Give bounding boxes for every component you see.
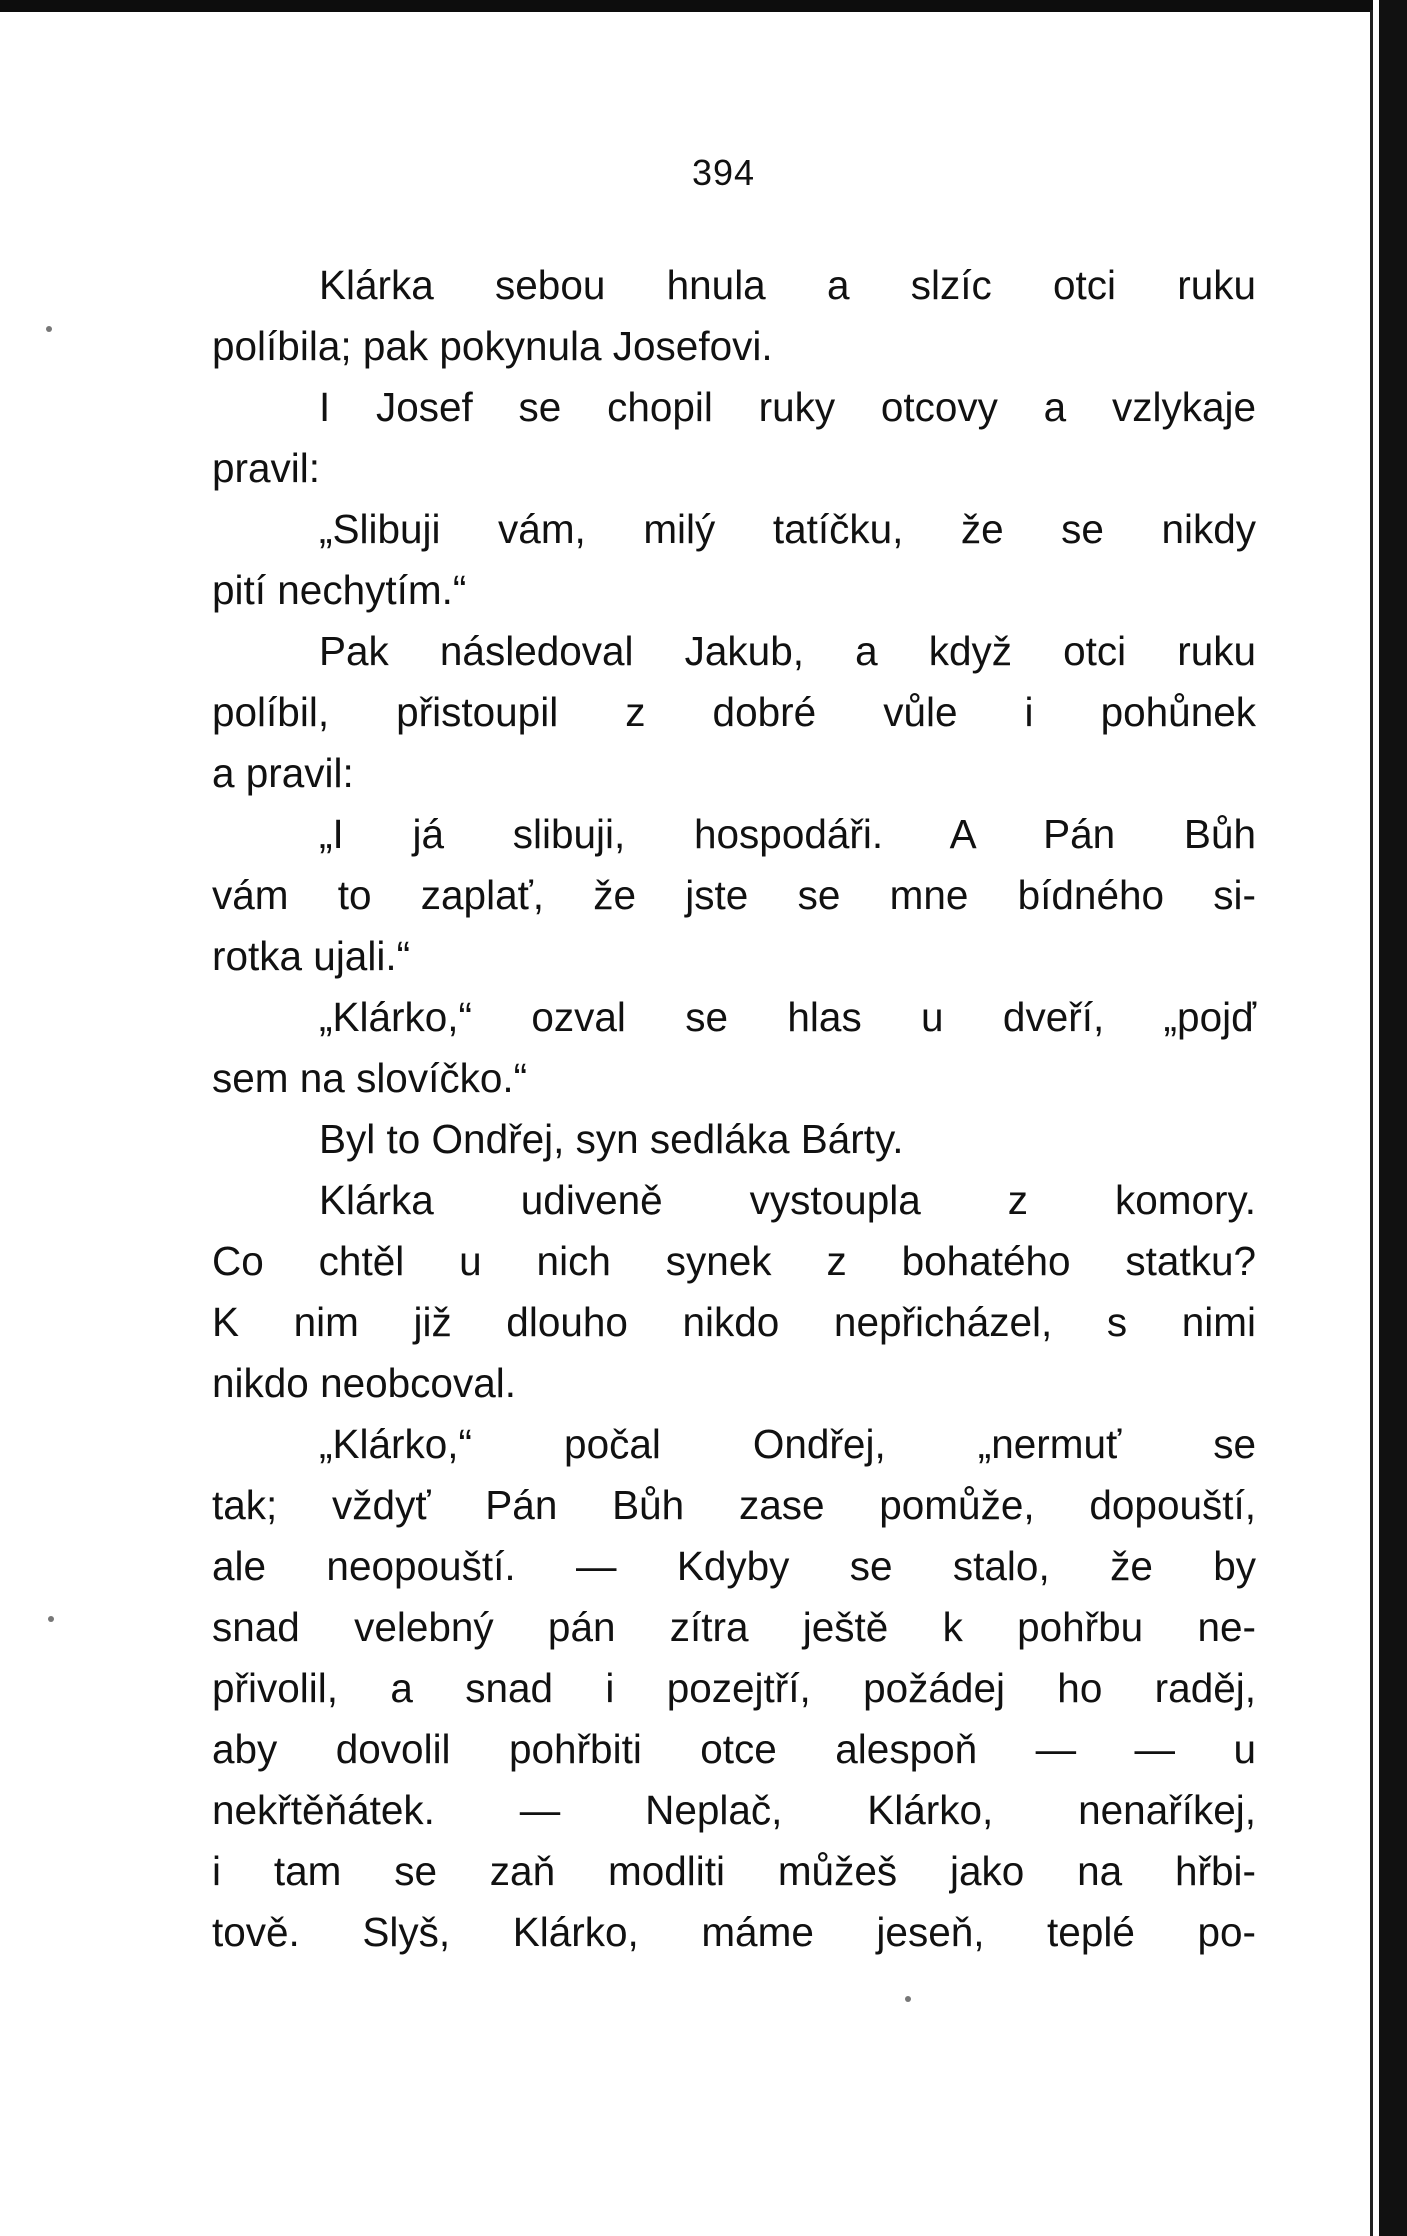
text-line: tak; vždyť Pán Bůh zase pomůže, dopouští,: [212, 1482, 1256, 1528]
text-line: Byl to Ondřej, syn sedláka Bárty.: [319, 1116, 904, 1162]
text-line: sem na slovíčko.“: [212, 1055, 528, 1101]
text-line: nikdo neobcoval.: [212, 1360, 516, 1406]
scan-speck: [48, 1616, 54, 1622]
text-line: rotka ujali.“: [212, 933, 411, 979]
text-line: i tam se zaň modliti můžeš jako na hřbi-: [212, 1848, 1256, 1894]
text-line: „Slibuji vám, milý tatíčku, že se nikdy: [319, 506, 1256, 552]
text-line: snad velebný pán zítra ještě k pohřbu ne-: [212, 1604, 1256, 1650]
text-line: tově. Slyš, Klárko, máme jeseň, teplé po-: [212, 1909, 1256, 1955]
text-line: „I já slibuji, hospodáři. A Pán Bůh: [319, 811, 1256, 857]
text-line: Pak následoval Jakub, a když otci ruku: [319, 628, 1256, 674]
text-line: Klárka sebou hnula a slzíc otci ruku: [319, 262, 1256, 308]
text-line: „Klárko,“ počal Ondřej, „nermuť se: [319, 1421, 1256, 1467]
text-line: a pravil:: [212, 750, 354, 796]
text-line: K nim již dlouho nikdo nepřicházel, s nimi: [212, 1299, 1256, 1345]
scan-right-border: [1379, 0, 1407, 2236]
text-line: aby dovolil pohřbiti otce alespoň — — u: [212, 1726, 1256, 1772]
scan-speck: [905, 1996, 911, 2002]
scan-top-border: [0, 0, 1407, 12]
text-line: ale neopouští. — Kdyby se stalo, že by: [212, 1543, 1256, 1589]
text-line: Co chtěl u nich synek z bohatého statku?: [212, 1238, 1256, 1284]
text-line: políbila; pak pokynula Josefovi.: [212, 323, 773, 369]
text-line: pravil:: [212, 445, 321, 491]
text-line: přivolil, a snad i pozejtří, požádej ho raděj,: [212, 1665, 1256, 1711]
body-text: [212, 255, 1256, 1963]
text-line: vám to zaplať, že jste se mne bídného si-: [212, 872, 1256, 918]
text-line: políbil, přistoupil z dobré vůle i pohůnek: [212, 689, 1256, 735]
text-line: I Josef se chopil ruky otcovy a vzlykaje: [319, 384, 1256, 430]
page-number: 394: [691, 152, 756, 193]
text-line: „Klárko,“ ozval se hlas u dveří, „pojď: [319, 994, 1256, 1040]
scan-speck: [46, 326, 52, 332]
text-line: pití nechytím.“: [212, 567, 467, 613]
text-line: nekřtěňátek. — Neplač, Klárko, nenaříkej,: [212, 1787, 1256, 1833]
text-line: Klárka udiveně vystoupla z komory.: [319, 1177, 1256, 1223]
